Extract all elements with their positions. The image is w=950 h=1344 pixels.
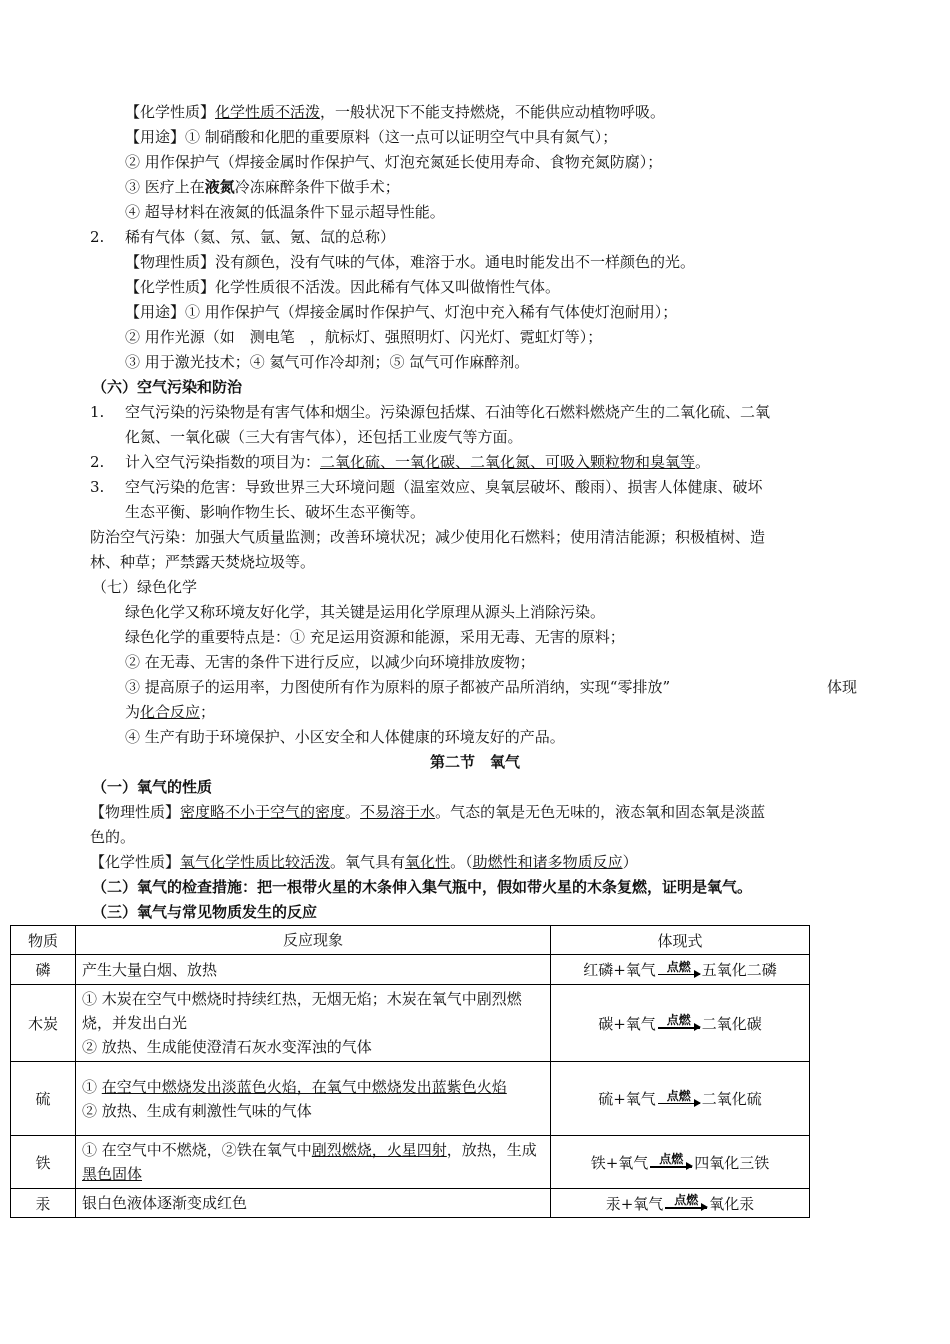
word-equation (583, 959, 777, 980)
products: 氧化汞 (709, 1194, 755, 1213)
list-number: 1. (90, 403, 105, 421)
label: 【物理性质】 (90, 803, 181, 821)
phenomenon-text: ① 在空气中燃烧发出淡蓝色火焰，在氧气中燃烧发出蓝紫色火焰 (82, 1077, 507, 1096)
text: ） (622, 853, 638, 871)
reactants: 红磷+氧气 (583, 961, 656, 979)
condition-label: 点燃 (666, 1088, 691, 1103)
condition-label: 点燃 (659, 1152, 684, 1166)
oxygen-chemical (90, 851, 638, 873)
phenomenon-cell (76, 1136, 551, 1189)
underlined-text: 助燃性和诸多物质反应 (472, 853, 623, 871)
underlined-text: 黑色固体 (82, 1165, 143, 1183)
text: 为 (125, 703, 141, 721)
phenomenon-cell: 银白色液体逐渐变成红色 (76, 1189, 551, 1218)
oxygen-heading-2: （二）氧气的检查措施：把一根带火星的木条伸入集气瓶中，假如带火星的木条复燃，证明是氧气。 (92, 878, 753, 896)
underlined-text: 二氧化硫、一氧化碳、二氧化氮、可吸入颗粒物和臭氧等 (320, 453, 696, 471)
table-row (11, 1136, 810, 1189)
text: ③ 医疗上在 (125, 178, 205, 196)
arrow-icon (658, 961, 700, 981)
rare-gas-use-3: ③ 用于激光技术；④ 氦气可作冷却剂；⑤ 氙气可作麻醉剂。 (125, 353, 530, 371)
list-number: 3. (90, 478, 105, 496)
phenomenon-cell (76, 1062, 551, 1136)
oxygen-physical (90, 801, 765, 823)
pollution-item-2 (125, 451, 710, 473)
text: ，一般状况下不能支持燃烧，不能供应动植物呼吸。 (320, 103, 666, 121)
label: 【用途】 (125, 128, 186, 146)
list-number: 2. (90, 228, 105, 246)
green-line-1: 绿色化学又称环境友好化学，其关键是运用化学原理从源头上消除污染。 (125, 603, 606, 621)
underlined-text: 剧烈燃烧，火星四射 (311, 1141, 447, 1159)
section-heading-green: （七）绿色化学 (92, 578, 198, 596)
equation-cell (551, 1189, 810, 1218)
oxygen-heading-1: （一）氧气的性质 (92, 778, 213, 796)
n2-use-4: ④ 超导材料在液氮的低温条件下显示超导性能。 (125, 203, 445, 221)
table-row (11, 955, 810, 985)
pollution-prevention: 防治空气污染：加强大气质量监测；改善环境状况；减少使用化石燃料；使用清洁能源；积极植树、造 (90, 528, 766, 546)
reactants: 碳+氧气 (598, 1014, 656, 1033)
label: 【化学性质】 (90, 853, 181, 871)
header-equation: 体现式 (551, 926, 810, 955)
condition-label: 点燃 (674, 1193, 699, 1207)
arrow-icon (650, 1153, 692, 1173)
n2-use-1 (125, 126, 617, 148)
substance-cell: 汞 (11, 1189, 76, 1218)
pollution-item-3-cont: 生态平衡、影响作物生长、破坏生态平衡等。 (125, 503, 426, 521)
header-substance: 物质 (11, 926, 76, 955)
table-row (11, 985, 810, 1062)
text: 冷冻麻醉条件下做手术； (234, 178, 400, 196)
condition-label: 点燃 (666, 1013, 691, 1027)
n2-use-2: ② 用作保护气（焊接金属时作保护气、灯泡充氮延长使用寿命、食物充氮防腐）； (125, 153, 663, 171)
word-equation (598, 1013, 762, 1034)
text: 。（ (450, 853, 473, 871)
phenomenon-text: ② 放热、生成能使澄清石灰水变浑浊的气体 (82, 1038, 372, 1056)
n2-use-3 (125, 176, 400, 198)
rare-gas-chemical: 【化学性质】化学性质很不活泼。因此稀有气体又叫做惰性气体。 (125, 278, 561, 296)
text: 。 (345, 803, 361, 821)
oxygen-physical-cont: 色的。 (90, 828, 136, 846)
text: 。 (695, 453, 711, 471)
equation-cell (551, 955, 810, 985)
text: 计入空气污染指数的项目为： (125, 453, 321, 471)
reaction-table (10, 925, 810, 1218)
text: ① 在空气中不燃烧，②铁在氧气中 (82, 1141, 312, 1159)
pollution-item-1-cont: 化氮、一氧化碳（三大有害气体），还包括工业废气等方面。 (125, 428, 523, 446)
reactants: 铁+氧气 (590, 1153, 649, 1172)
substance-cell: 磷 (11, 955, 76, 985)
phenomenon-text: ② 放热、生成有刺激性气味的气体 (82, 1101, 312, 1120)
green-line-6: ④ 生产有助于环境保护、小区安全和人体健康的环境友好的产品。 (125, 728, 565, 746)
pollution-item-3: 空气污染的危害：导致世界三大环境问题（温室效应、臭氧层破坏、酸雨）、损害人体健康、破坏 (125, 478, 763, 496)
underlined-text: 氧气化学性质比较活泼 (180, 853, 331, 871)
equation-cell (551, 985, 810, 1062)
oxygen-heading-3: （三）氧气与常见物质发生的反应 (92, 903, 318, 921)
green-line-3: ② 在无毒、无害的条件下进行反应，以减少向环境排放废物； (125, 653, 535, 671)
phenomenon-text: ① 木炭在空气中燃烧时持续红热，无烟无焰；木炭在氧气中剧烈燃烧，并发出白光 (82, 990, 522, 1032)
rare-gas-use-1: 【用途】① 用作保护气（焊接金属时作保护气、灯泡中充入稀有气体使灯泡耐用）； (125, 303, 678, 321)
green-line-2: 绿色化学的重要特点是：① 充足运用资源和能源，采用无毒、无害的原料； (125, 628, 625, 646)
phenomenon-cell: 产生大量白烟、放热 (76, 955, 551, 985)
text: ； (200, 703, 216, 721)
substance-cell: 木炭 (11, 985, 76, 1062)
products: 四氧化三铁 (694, 1153, 770, 1172)
substance-cell: 铁 (11, 1136, 76, 1189)
text: ① 制硝酸和化肥的重要原料（这一点可以证明空气中具有氮气）； (185, 128, 618, 146)
section-title-oxygen: 第二节 氧气 (429, 753, 520, 771)
text: 。气态的氧是无色无味的，液态氧和固态氧是淡蓝 (435, 803, 766, 821)
underlined-text: 化合反应 (140, 703, 201, 721)
list-number: 2. (90, 453, 105, 471)
pollution-prevention-cont: 林、种草；严禁露天焚烧垃圾等。 (90, 553, 316, 571)
table-header-row (11, 926, 810, 955)
green-line-4-tail: 体现 (827, 678, 858, 696)
underlined-text: 不易溶于水 (360, 803, 436, 821)
label: 【化学性质】 (125, 103, 216, 121)
word-equation (598, 1088, 762, 1109)
word-equation (606, 1193, 755, 1214)
n2-chem-line (125, 101, 665, 123)
phenomenon-cell (76, 985, 551, 1062)
equation-cell (551, 1136, 810, 1189)
underlined-text: 密度略不小于空气的密度 (180, 803, 346, 821)
word-equation (591, 1152, 770, 1173)
reactants: 硫+氧气 (598, 1090, 656, 1108)
arrow-icon (658, 1090, 700, 1110)
pollution-item-1: 空气污染的污染物是有害气体和烟尘。污染源包括煤、石油等化石燃料燃烧产生的二氧化硫、二氧 (125, 403, 771, 421)
substance-cell: 硫 (11, 1062, 76, 1136)
products: 二氧化硫 (701, 1090, 762, 1108)
arrow-icon (665, 1194, 707, 1214)
text: 。氧气具有 (330, 853, 406, 871)
reactants: 汞+氧气 (605, 1194, 664, 1213)
green-line-4: ③ 提高原子的运用率，力图使所有作为原料的原子都被产品所消纳，实现“零排放” (125, 678, 671, 696)
bold-text: 液氮 (204, 178, 235, 196)
rare-gas-title: 稀有气体（氦、氖、氩、氪、氙的总称） (125, 228, 396, 246)
products: 五氧化二磷 (701, 961, 777, 979)
header-phenomenon: 反应现象 (76, 926, 551, 955)
underlined-text: 化学性质不活泼 (215, 103, 321, 121)
table-row (11, 1062, 810, 1136)
underlined-text: 氧化性 (405, 853, 451, 871)
condition-label: 点燃 (666, 959, 691, 974)
section-heading-pollution: （六）空气污染和防治 (92, 378, 243, 396)
rare-gas-use-2: ② 用作光源（如 测电笔 ，航标灯、强照明灯、闪光灯、霓虹灯等）； (125, 328, 603, 346)
underlined-text: 在空气中燃烧发出淡蓝色火焰，在氧气中燃烧发出蓝紫色火焰 (101, 1077, 507, 1096)
arrow-icon (658, 1014, 700, 1034)
text: ，放热，生成 (446, 1141, 537, 1159)
products: 二氧化碳 (701, 1014, 762, 1033)
table-row (11, 1189, 810, 1218)
green-line-5 (125, 701, 215, 723)
equation-cell (551, 1062, 810, 1136)
rare-gas-physical: 【物理性质】没有颜色，没有气味的气体，难溶于水。通电时能发出不一样颜色的光。 (125, 253, 696, 271)
